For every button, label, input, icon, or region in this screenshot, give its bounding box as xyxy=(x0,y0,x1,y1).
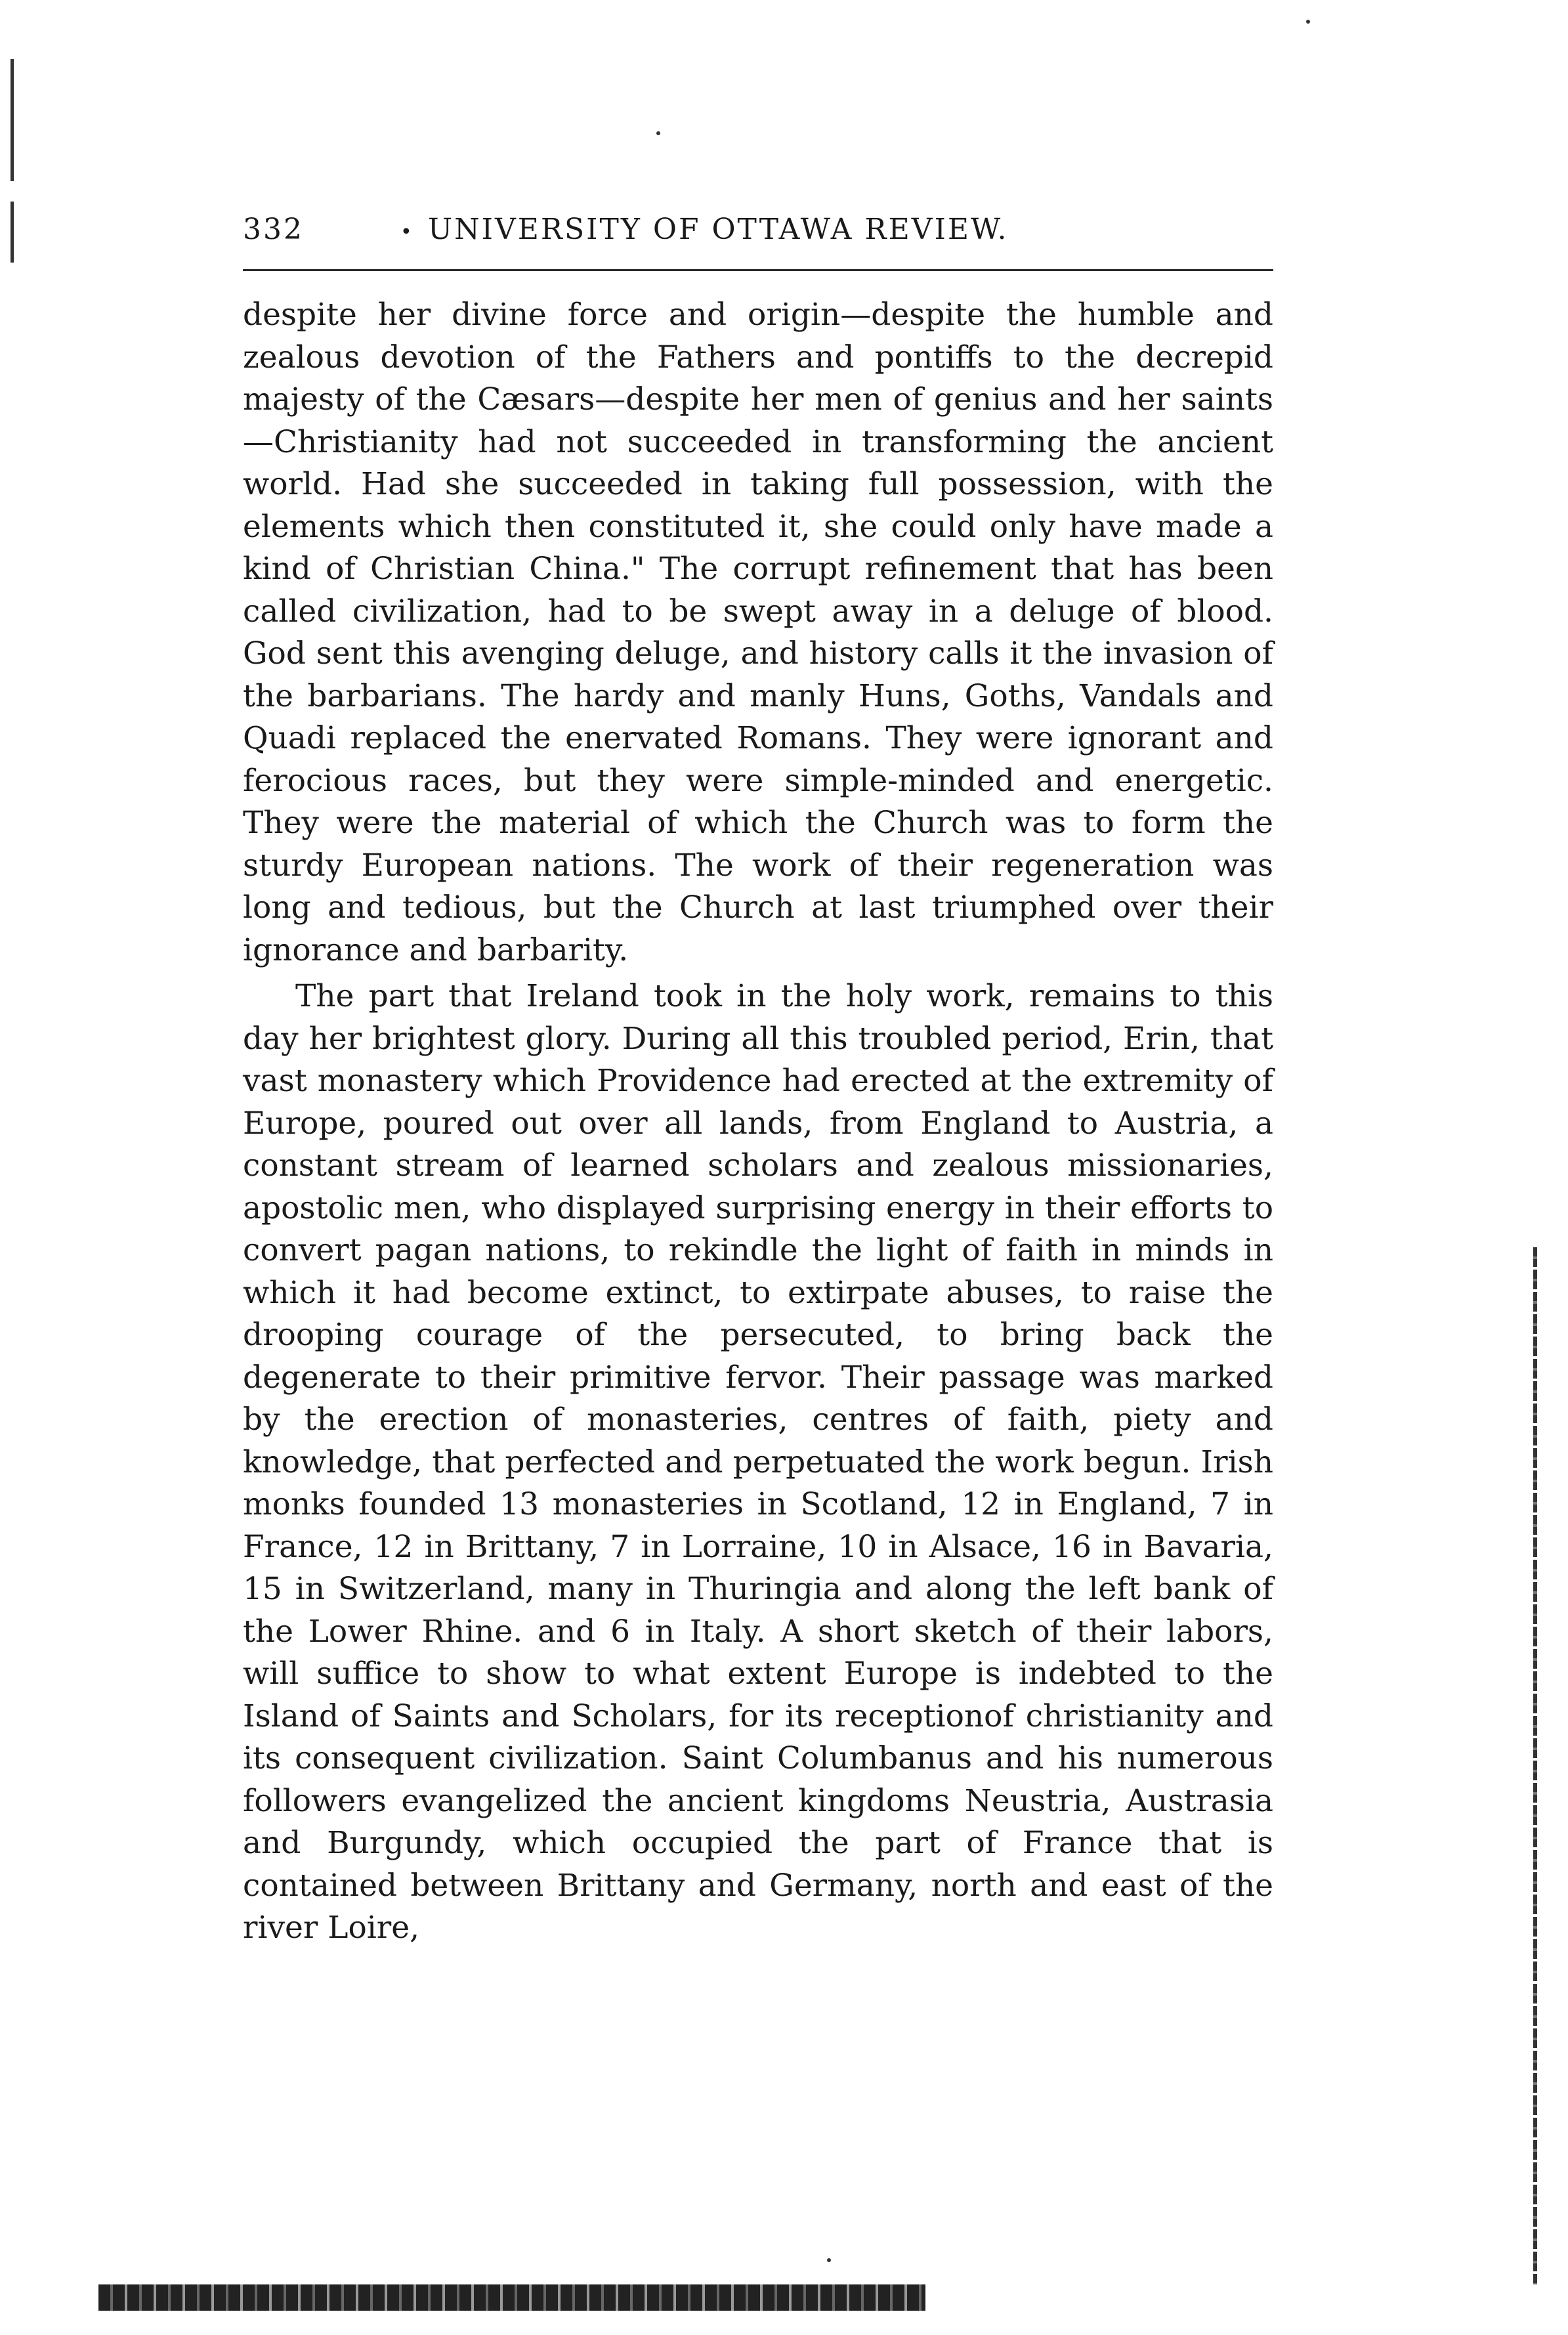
paragraph: The part that Ireland took in the holy work, remains to this day her brightest glory. During all this troubled period, Erin, that vast monastery which Providence had erected at the extremity of Europe, poured out over all lands, from England to Austria, a constant stream of learned scholars and zealous missionaries, apostolic men, who displayed surprising energy in their efforts to convert pagan nations, to rekindle the light of faith in minds in which it had become extinct, to extirpate abuses, to raise the drooping courage of the persecuted, to bring back the degenerate to their primitive fervor. Their passage was marked by the erection of monasteries, centres of faith, piety and knowledge, that perfected and perpetuated the work begun. Irish monks founded 13 monasteries in Scotland, 12 in England, 7 in France, 12 in Brittany, 7 in Lorraine, 10 in Alsace, 16 in Bavaria, 15 in Switzerland, many in Thuringia and along the left bank of the Lower Rhine. and 6 in Italy. A short sketch of their labors, will suffice to show to what extent Europe is indebted to the Island of Saints and Scholars, for its receptionof christianity and its consequent civilization. Saint Columbanus and his numerous followers evangelized the ancient kingdoms Neustria, Austrasia and Burgundy, which occupied the part of France that is contained between Brittany and Germany, north and east of the river Loire, xyxy=(243,978,1273,1946)
scan-bottom-bar xyxy=(98,2284,925,2311)
scan-edge-mark xyxy=(11,59,14,263)
scan-speck xyxy=(827,2258,831,2262)
scan-speck xyxy=(1306,20,1310,24)
scan-edge-mark xyxy=(1533,1247,1537,2284)
scan-speck xyxy=(656,131,660,135)
paragraph: despite her divine force and origin—despite the humble and zealous devotion of the Fathers and pontiffs to the decrepid majesty of the Cæsars—despite her men of genius and her saints —Christianity had not succeeded in transforming the ancient world. Had she succeeded in taking full possession, with the elements which then constituted it, she could only have made a kind of Christian China." The corrupt refinement that has been called civilization, had to be swept away in a deluge of blood. God sent this avenging deluge, and history calls it the invasion of the barbarians. The hardy and manly Huns, Goths, Vandals and Quadi replaced the enervated Romans. They were ignorant and ferocious races, but they were simple-minded and energetic. They were the material of which the Church was to form the sturdy European nations. The work of their regeneration was long and tedious, but the Church at last triumphed over their ignorance and barbarity. xyxy=(243,297,1273,968)
header-rule xyxy=(243,269,1273,271)
journal-title: UNIVERSITY OF OTTAWA REVIEW. xyxy=(428,213,1009,246)
running-head xyxy=(243,213,1273,252)
page-number: 332 xyxy=(243,213,304,246)
speck-dot: • xyxy=(400,221,414,244)
body-text xyxy=(243,294,1273,1950)
